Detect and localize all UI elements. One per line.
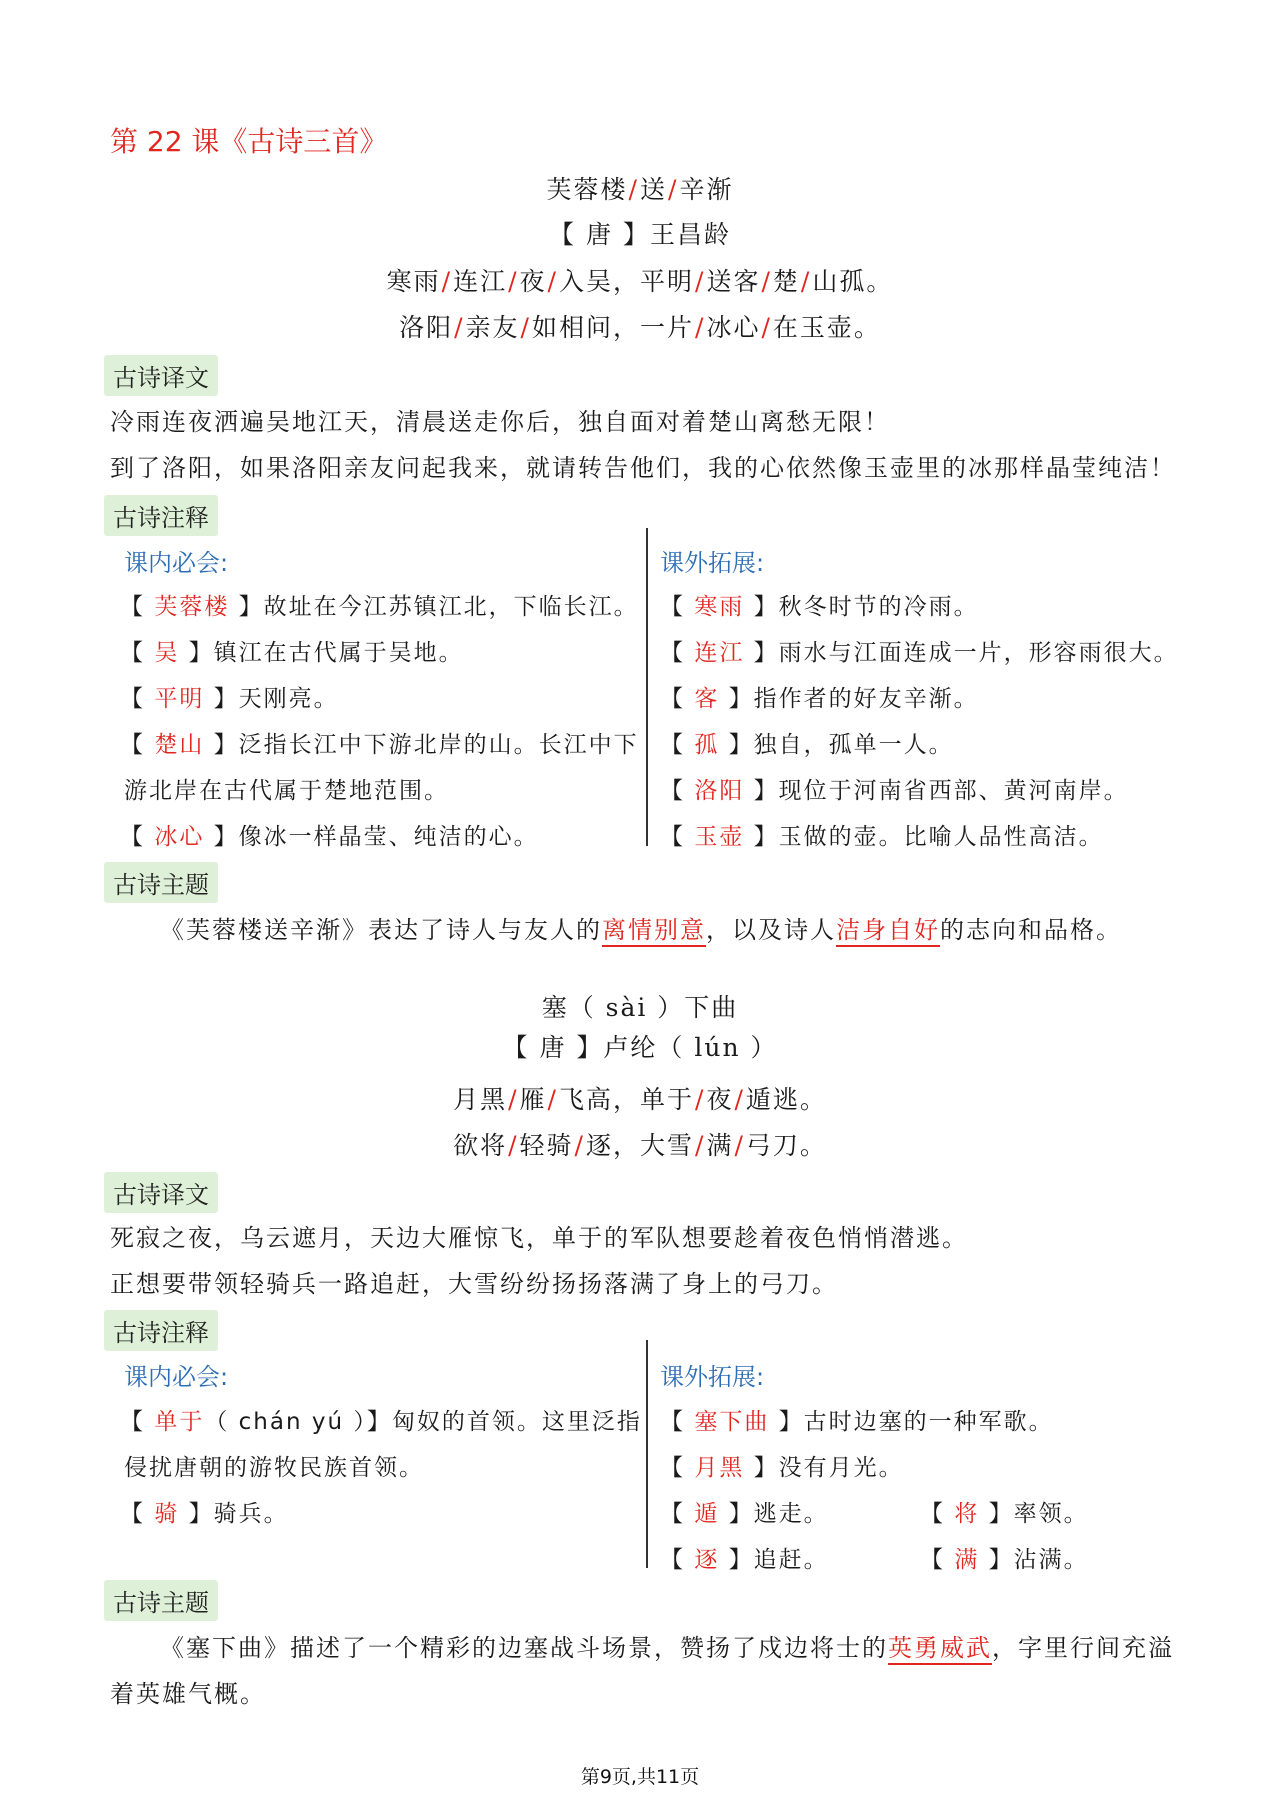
notes-tag: 古诗注释 bbox=[104, 1310, 218, 1351]
note-item: 【 月黑 】没有月光。 bbox=[660, 1455, 904, 1481]
note-item: 【 楚山 】泛指长江中下游北岸的山。长江中下 bbox=[120, 732, 639, 758]
extended-notes-heading: 课外拓展: bbox=[660, 549, 765, 577]
poem1-title: 芙蓉楼/送/辛渐 bbox=[546, 175, 734, 204]
page-number: 第9页,共11页 bbox=[580, 1766, 700, 1788]
translation-line: 到了洛阳，如果洛阳亲友问起我来，就请转告他们，我的心依然像玉壶里的冰那样晶莹纯洁！ bbox=[110, 454, 1176, 482]
note-item: 【 连江 】雨水与江面连成一片，形容雨很大。 bbox=[660, 640, 1179, 666]
note-item: 【 塞下曲 】古时边塞的一种军歌。 bbox=[660, 1409, 1054, 1435]
note-item: 【 骑 】骑兵。 bbox=[120, 1501, 289, 1527]
note-item: 【 满 】沾满。 bbox=[920, 1547, 1089, 1573]
highlight-phrase: 洁身自好 bbox=[836, 916, 940, 947]
theme-text: 《芙蓉楼送辛渐》表达了诗人与友人的离情别意，以及诗人洁身自好的志向和品格。 bbox=[160, 910, 1122, 945]
poem2-line-2: 欲将/轻骑/逐，大雪/满/弓刀。 bbox=[453, 1131, 827, 1160]
note-item: 【 遁 】逃走。 bbox=[660, 1501, 829, 1527]
note-item: 【 洛阳 】现位于河南省西部、黄河南岸。 bbox=[660, 778, 1129, 804]
poem1-author: 【 唐 】王昌龄 bbox=[549, 220, 731, 249]
translation-line: 死寂之夜，乌云遮月，天边大雁惊飞，单于的军队想要趁着夜色悄悄潜逃。 bbox=[110, 1224, 968, 1252]
poem1-line-2: 洛阳/亲友/如相问，一片/冰心/在玉壶。 bbox=[399, 313, 881, 342]
poem2-line-1: 月黑/雁/飞高，单于/夜/遁逃。 bbox=[453, 1085, 827, 1114]
note-item: 【 吴 】镇江在古代属于吴地。 bbox=[120, 640, 464, 666]
translation-tag: 古诗译文 bbox=[104, 355, 218, 396]
note-continuation: 侵扰唐朝的游牧民族首领。 bbox=[124, 1455, 424, 1481]
translation-tag: 古诗译文 bbox=[104, 1172, 218, 1213]
required-notes-heading: 课内必会: bbox=[124, 549, 229, 577]
extended-notes-heading: 课外拓展: bbox=[660, 1363, 765, 1391]
notes-divider bbox=[646, 528, 648, 846]
translation-line: 正想要带领轻骑兵一路追赶，大雪纷纷扬扬落满了身上的弓刀。 bbox=[110, 1270, 838, 1298]
poem1-line-1: 寒雨/连江/夜/入吴，平明/送客/楚/山孤。 bbox=[386, 267, 894, 296]
note-item: 【 寒雨 】秋冬时节的冷雨。 bbox=[660, 594, 979, 620]
theme-text: 《塞下曲》描述了一个精彩的边塞战斗场景，赞扬了戍边将士的英勇威武，字里行间充溢 bbox=[160, 1628, 1174, 1663]
poem2-author: 【 唐 】卢纶（ lún ） bbox=[502, 1033, 778, 1062]
poem2-title: 塞（ sài ）下曲 bbox=[541, 993, 739, 1022]
note-item: 【 单于（ chán yú ）】匈奴的首领。这里泛指 bbox=[120, 1409, 642, 1435]
note-item: 【 客 】指作者的好友辛渐。 bbox=[660, 686, 979, 712]
theme-tag: 古诗主题 bbox=[104, 862, 218, 903]
notes-divider bbox=[646, 1340, 648, 1568]
note-continuation: 游北岸在古代属于楚地范围。 bbox=[124, 778, 449, 804]
note-item: 【 平明 】天刚亮。 bbox=[120, 686, 339, 712]
translation-line: 冷雨连夜洒遍吴地江天，清晨送走你后，独自面对着楚山离愁无限！ bbox=[110, 408, 890, 436]
required-notes-heading: 课内必会: bbox=[124, 1363, 229, 1391]
note-item: 【 孤 】独自，孤单一人。 bbox=[660, 732, 954, 758]
lesson-title: 第 22 课《古诗三首》 bbox=[110, 125, 388, 158]
note-item: 【 逐 】追赶。 bbox=[660, 1547, 829, 1573]
note-item: 【 冰心 】像冰一样晶莹、纯洁的心。 bbox=[120, 824, 539, 850]
note-item: 【 玉壶 】玉做的壶。比喻人品性高洁。 bbox=[660, 824, 1104, 850]
highlight-phrase: 离情别意 bbox=[602, 916, 706, 947]
theme-tag: 古诗主题 bbox=[104, 1580, 218, 1621]
notes-tag: 古诗注释 bbox=[104, 495, 218, 536]
note-item: 【 将 】率领。 bbox=[920, 1501, 1089, 1527]
note-item: 【 芙蓉楼 】故址在今江苏镇江北，下临长江。 bbox=[120, 594, 639, 620]
theme-text-continuation: 着英雄气概。 bbox=[110, 1680, 266, 1708]
highlight-phrase: 英勇威武 bbox=[888, 1634, 992, 1665]
